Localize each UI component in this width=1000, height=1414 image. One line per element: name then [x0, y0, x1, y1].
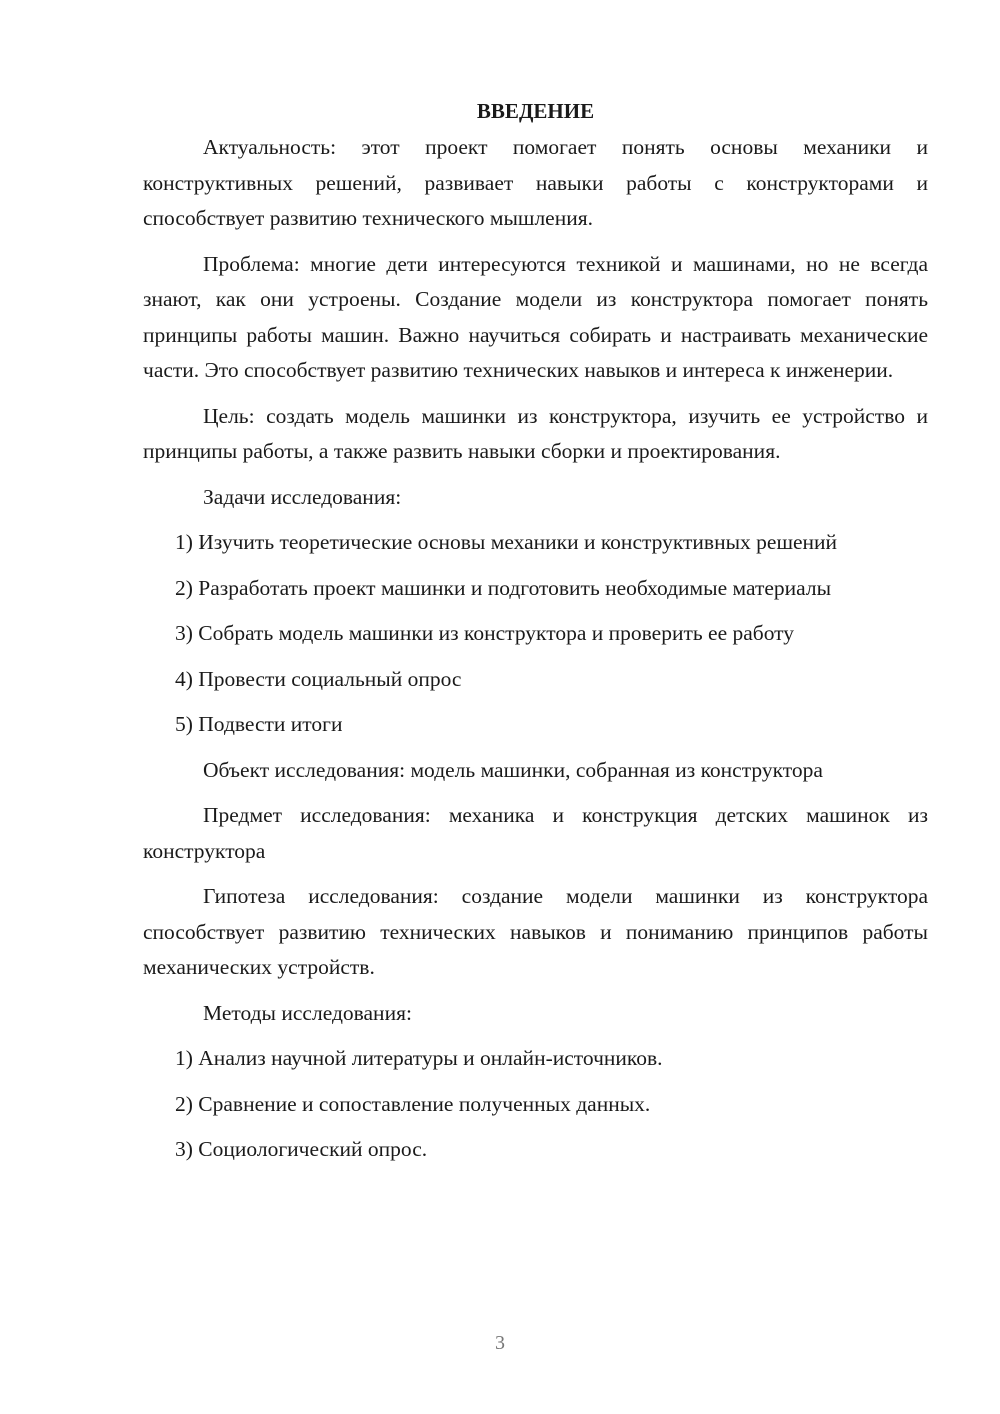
task-item: 2) Разработать проект машинки и подготовить необходимые материалы: [175, 575, 832, 600]
page-title: ВВЕДЕНИЕ: [476, 99, 595, 123]
method-item: 1) Анализ научной литературы и онлайн-источников.: [175, 1046, 663, 1070]
page-content: [143, 94, 928, 1168]
paragraph-object: Объект исследования: модель машинки, собранная из конструктора: [203, 757, 823, 782]
task-item: 1) Изучить теоретические основы механики и конструктивных решений: [175, 530, 838, 554]
paragraph-hypothesis: Гипотеза исследования: создание модели машинки из конструктора способствует развитию технических навыков и пониманию принципов работы механических устройств.: [143, 884, 928, 979]
paragraph-goal: Цель: создать модель машинки из конструктора, изучить ее устройство и принципы работы, а также развить навыки сборки и проектирования.: [143, 403, 928, 463]
task-item: 3) Собрать модель машинки из конструктора и проверить ее работу: [175, 621, 795, 645]
paragraph-problem: Проблема: многие дети интересуются техникой и машинами, но не всегда знают, как они устроены. Создание модели из конструктора помогает понять принципы работы машин. Важно научиться собирать и настраивать механические части. Это способствует развитию технических навыков и интереса к инженерии.: [143, 251, 928, 382]
paragraph-relevance: Актуальность: этот проект помогает понять основы механики и конструктивных решений, развивает навыки работы с конструкторами и способствует развитию технического мышления.: [143, 135, 928, 230]
task-item: 4) Провести социальный опрос: [175, 666, 462, 691]
paragraph-subject: Предмет исследования: механика и конструкция детских машинок из конструктора: [143, 803, 928, 863]
paragraph-methods-heading: Методы исследования:: [203, 1000, 412, 1025]
page-number: 3: [495, 1332, 505, 1354]
method-item: 2) Сравнение и сопоставление полученных данных.: [175, 1091, 651, 1116]
task-item: 5) Подвести итоги: [175, 712, 343, 736]
paragraph-tasks-heading: Задачи исследования:: [203, 484, 402, 509]
method-item: 3) Социологический опрос.: [175, 1137, 428, 1161]
